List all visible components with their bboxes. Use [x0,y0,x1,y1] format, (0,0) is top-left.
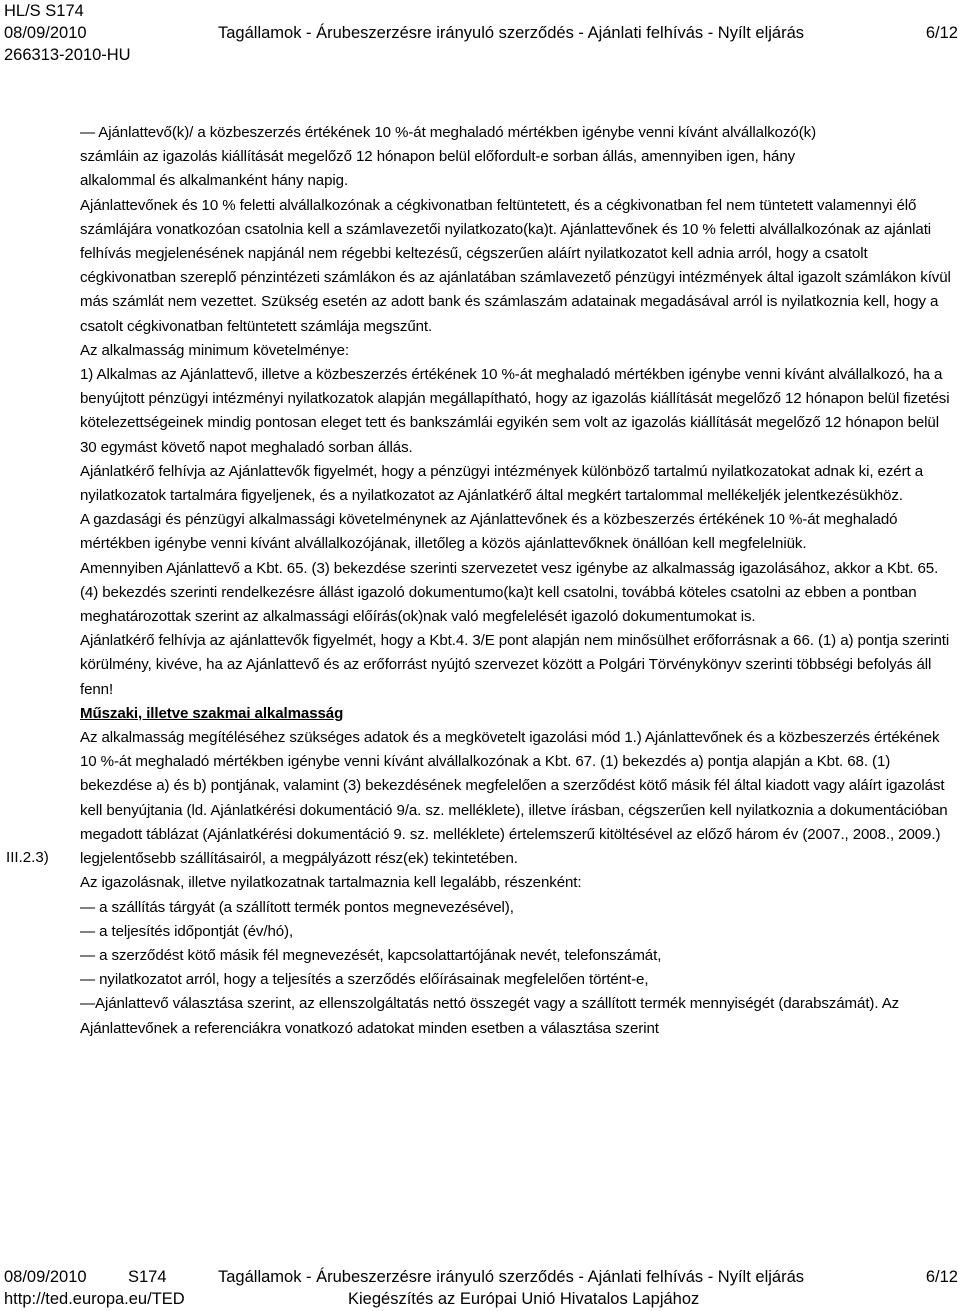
header-page-number: 6/12 [925,24,958,42]
page-header [4,0,958,66]
document-body [80,121,952,1041]
body-line: számláin az igazolás kiállítását megelőző 12 hónapon belül előfordult-e sorban állás, amennyiben igen, hány [80,148,796,166]
paragraph: Ajánlatkérő felhívja az ajánlattevők figyelmét, hogy a Kbt.4. 3/E pont alapján nem minősülhet erőforrásnak a 66. (1) a) pontja szerinti körülmény, kivéve, ha az Ajánlattevő és az erőforrást nyújtó szervezet között a Polgári Törvénykönyv szerinti többségi befolyás áll fenn! [80,632,950,698]
paragraph: Az igazolásnak, illetve nyilatkozatnak tartalmaznia kell legalább, részenként: [80,874,582,892]
footer-url[interactable]: http://ted.europa.eu/TED [4,1290,185,1308]
paragraph: Amennyiben Ajánlattevő a Kbt. 65. (3) bekezdése szerinti szervezetet vesz igénybe az alkalmasság igazolásához, akkor a Kbt. 65. (4) bekezdés szerinti rendelkezésre állást igazoló dokumentumo(ka)t kell csatolni, továbbá köteles csatolni az ebben a pontban meghatározottak szerint az alkalmassági előírás(ok)nak való megfelelését igazoló dokumentumokat is. [80,559,939,626]
paragraph: Az alkalmasság megítéléséhez szükséges adatok és a megkövetelt igazolási mód 1.) Ajánlattevőnek és a közbeszerzés értékének 10 %-át meghaladó mértékben igénybe venni kívánt alvállalkozónak a Kbt. 67. (1) bekezdés a) pontja alapján a Kbt. 68. (1) bekezdése a) és b) pontjának, valamint (3) bekezdésének megfelelően a szerződést kötő másik fél által kiadott vagy aláírt igazolást kell benyújtania (ld. Ajánlatkérési dokumentáció 9/a. sz. melléklete), illetve írásban, cégszerűen kell nyilatkoznia a dokumentációban megadott táblázat (Ajánlatkérési dokumentáció 9. sz. melléklete) értelemszerű kitöltésével az előző három év (2007., 2008., 2009.) legjelentősebb szállításairól, a megpályázott rész(ek) tekintetében. [80,729,948,868]
paragraph: Ajánlatkérő felhívja az Ajánlattevők figyelmét, hogy a pénzügyi intézmények különböző tartalmú nyilatkozatokat adnak ki, ezért a nyilatkozatok tartalmára figyeljenek, és a nyilatkozatot az Ajánlatkérő által megkért tartalommal mellékeljék jelentkezésükhöz. [80,462,923,505]
footer-page-number: 6/12 [925,1268,958,1286]
footer-publication: Kiegészítés az Európai Unió Hivatalos Lapjához [348,1290,700,1308]
header-doc-id: 266313-2010-HU [4,46,131,64]
list-item: — a szállítás tárgyát (a szállított termék pontos megnevezésével), [80,898,514,916]
page-footer [4,1266,958,1310]
section-title: Műszaki, illetve szakmai alkalmasság [80,704,344,722]
list-item: — nyilatkozatot arról, hogy a teljesítés a szerződés előírásainak megfelelően történt-e, [80,971,649,989]
footer-series: S174 [128,1268,167,1286]
list-item: — a szerződést kötő másik fél megnevezését, kapcsolattartójának nevét, telefonszámát, [80,946,662,964]
doc-series: HL/S S174 [4,2,84,20]
header-date: 08/09/2010 [4,24,87,42]
list-item: — a teljesítés időpontját (év/hó), [80,922,294,940]
body-line: — Ajánlattevő(k)/ a közbeszerzés értékének 10 %-át meghaladó mértékben igénybe venni kívánt alvállalkozó(k) [80,124,816,141]
footer-date: 08/09/2010 [4,1268,87,1286]
header-title: Tagállamok - Árubeszerzésre irányuló szerződés - Ajánlati felhívás - Nyílt eljárás [218,24,804,42]
paragraph: Ajánlattevőnek és 10 % feletti alvállalkozónak a cégkivonatban feltüntetett, és a cégkivonatban fel nem tüntetett valamennyi élő számlájára vonatkozóan csatolnia kell a számlavezetői nyilatkozato(ka)t. Ajánlattevőnek és 10 % feletti alvállalkozónak az ajánlati felhívás megjelenésének napjánál nem régebbi keltezésű, cégszerűen aláírt nyilatkozatot kell adnia arról, hogy a csatolt cégkivonatban szereplő pénzintézeti számlákon és az ajánlatában számlavezető pénzügyi intézmények által igazolt számlákon kívül más számlát nem vezettet. Szükség esetén az adott bank és számlaszám adatainak megadásával arról is nyilatkoznia kell, hogy a csatolt cégkivonatban feltüntetett számlája megszűnt. [80,196,951,335]
paragraph: A gazdasági és pénzügyi alkalmassági követelménynek az Ajánlattevőnek és a közbeszerzés értékének 10 %-át meghaladó mértékben igénybe venni kívánt alvállalkozójának, illetőleg a közös ajánlattevőknek önállóan kell megfelelniük. [80,511,898,553]
body-line: alkalommal és alkalmanként hány napig. [80,172,349,190]
section-number: III.2.3) [6,849,49,866]
paragraph: 1) Alkalmas az Ajánlattevő, illetve a közbeszerzés értékének 10 %-át meghaladó mértékben igénybe venni kívánt alvállalkozó, ha a benyújtott pénzügyi intézményi nyilatkozatok alapján megállapítható, hogy az igazolás kiállítását megelőző 12 hónapon belül fizetési kötelezettségeinek mindig pontosan eleget tett és bankszámlái egyikén sem volt az igazolás kiállítását megelőző 12 hónapon belül 30 egymást követő napot meghaladó sorban állás. [80,366,950,456]
paragraph: Az alkalmasság minimum követelménye: [80,341,350,359]
footer-title: Tagállamok - Árubeszerzésre irányuló szerződés - Ajánlati felhívás - Nyílt eljárás [218,1268,804,1286]
list-item: —Ajánlattevő választása szerint, az ellenszolgáltatás nettó összegét vagy a szállított termék mennyiségét (darabszámát). Az Ajánlattevőnek a referenciákra vonatkozó adatokat minden esetben a választása szerint [80,995,900,1037]
